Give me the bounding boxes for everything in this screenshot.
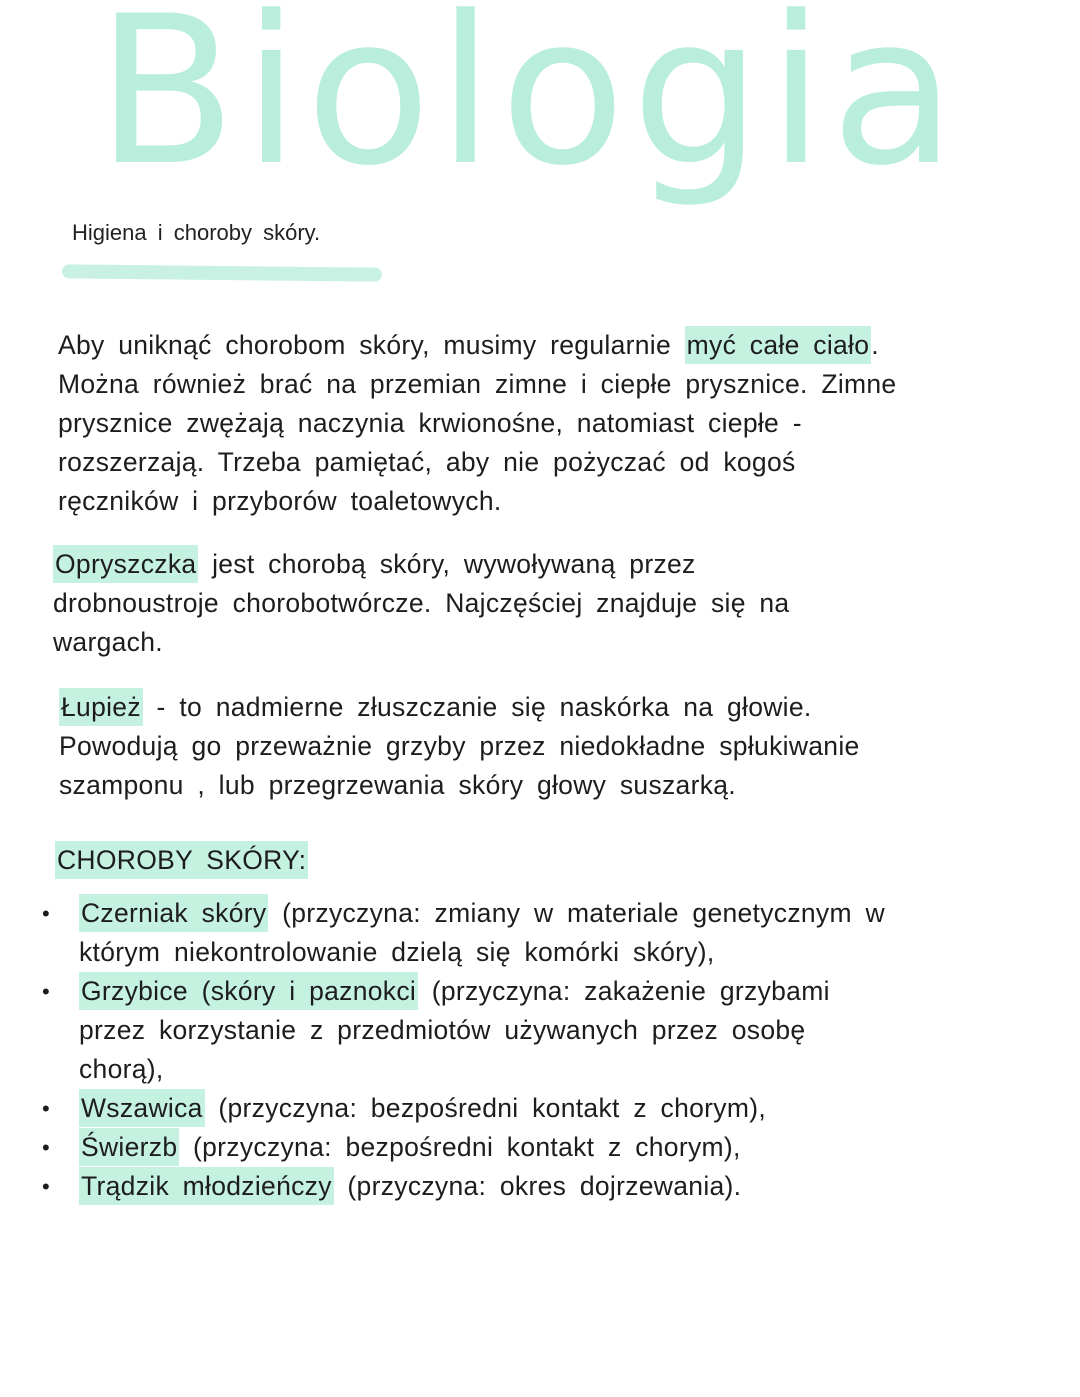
- text-line: [59, 766, 860, 805]
- text-segment: prysznice zwężają naczynia krwionośne, natomiast ciepłe -: [58, 408, 802, 438]
- bullet-icon: •: [42, 1174, 51, 1199]
- highlighted-term: Łupież: [59, 688, 143, 726]
- text-line: [58, 326, 896, 365]
- list-item: [42, 1128, 885, 1167]
- text-segment: Powodują go przeważnie grzyby przez niedokładne spłukiwanie: [59, 731, 860, 761]
- text-line: [59, 727, 860, 766]
- text-line: [59, 688, 860, 727]
- text-line: [58, 482, 896, 521]
- text-segment: Można również brać na przemian zimne i ciepłe prysznice. Zimne: [58, 369, 897, 399]
- bullet-icon: •: [42, 979, 51, 1004]
- highlighted-term: Trądzik młodzieńczy: [79, 1167, 334, 1205]
- subtitle: Higiena i choroby skóry.: [72, 220, 321, 245]
- highlighted-term: myć całe ciało: [685, 326, 872, 364]
- text-segment: ręczników i przyborów toaletowych.: [58, 486, 502, 516]
- text-segment: chorą),: [79, 1054, 164, 1084]
- title-biologia: Biologia: [96, 0, 963, 211]
- list-heading-text: CHOROBY SKÓRY:: [55, 841, 308, 879]
- text-line: [79, 1089, 885, 1128]
- text-segment: (przyczyna: zakażenie grzybami: [418, 976, 830, 1006]
- highlighted-term: Opryszczka: [53, 545, 198, 583]
- bullet-icon: •: [42, 901, 51, 926]
- text-line: [53, 584, 789, 623]
- list-item: [42, 1167, 885, 1206]
- text-segment: (przyczyna: bezpośredni kontakt z chorym),: [179, 1132, 741, 1162]
- text-segment: szamponu , lub przegrzewania skóry głowy suszarką.: [59, 770, 736, 800]
- text-line: [79, 1050, 885, 1089]
- text-segment: (przyczyna: okres dojrzewania).: [333, 1171, 742, 1201]
- text-segment: rozszerzają. Trzeba pamiętać, aby nie pożyczać od kogoś: [58, 447, 796, 477]
- list-item: [42, 1089, 885, 1128]
- text-segment: przez korzystanie z przedmiotów używanych przez osobę: [79, 1015, 806, 1045]
- text-line: [79, 972, 885, 1011]
- bullet-icon: •: [42, 1096, 51, 1121]
- text-line: [79, 933, 885, 972]
- text-line: [58, 443, 896, 482]
- list-heading: [55, 841, 308, 880]
- text-line: [53, 623, 789, 662]
- text-segment: (przyczyna: bezpośredni kontakt z chorym),: [204, 1093, 766, 1123]
- text-line: [79, 1128, 885, 1167]
- text-segment: jest chorobą skóry, wywoływaną przez: [198, 549, 696, 579]
- highlighted-term: Grzybice (skóry i paznokci: [79, 972, 418, 1010]
- text-line: [79, 1011, 885, 1050]
- text-segment: którym niekontrolowanie dzielą się komórki skóry),: [79, 937, 715, 967]
- text-line: [79, 894, 885, 933]
- paragraph-lupiez: [59, 688, 860, 805]
- highlighted-term: Wszawica: [79, 1089, 205, 1127]
- disease-list: [42, 894, 885, 1206]
- text-segment: drobnoustroje chorobotwórcze. Najczęściej znajduje się na: [53, 588, 790, 618]
- list-item: [42, 894, 885, 972]
- text-line: [58, 365, 896, 404]
- list-item: [42, 972, 885, 1089]
- text-line: [58, 404, 896, 443]
- paragraph-opryszczka: [53, 545, 789, 662]
- bullet-icon: •: [42, 1135, 51, 1160]
- text-segment: (przyczyna: zmiany w materiale genetycznym w: [268, 898, 885, 928]
- highlighted-term: Czerniak skóry: [79, 894, 268, 932]
- text-segment: wargach.: [53, 627, 163, 657]
- text-line: [53, 545, 789, 584]
- text-segment: .: [871, 330, 879, 360]
- text-line: [79, 1167, 885, 1206]
- highlighted-term: Świerzb: [79, 1128, 179, 1166]
- subtitle-underline: [62, 264, 382, 281]
- text-segment: Aby uniknąć chorobom skóry, musimy regularnie: [58, 330, 685, 360]
- paragraph-hygiene: [58, 326, 896, 521]
- text-segment: - to nadmierne złuszczanie się naskórka na głowie.: [142, 692, 812, 722]
